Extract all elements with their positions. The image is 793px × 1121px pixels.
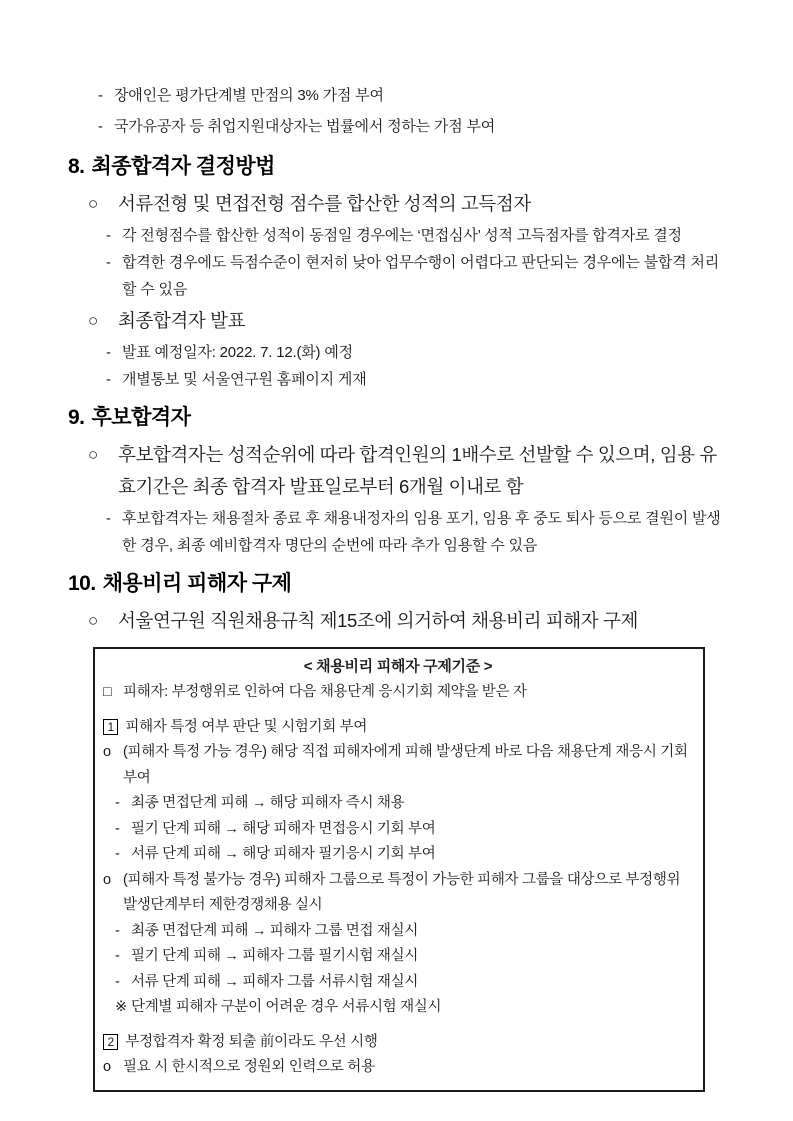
dash-marker: -: [98, 87, 103, 104]
boxed-number-marker: 2: [103, 1034, 118, 1050]
box-line: [115, 791, 693, 817]
box-line-text: 필기 단계 피해 → 해당 피해자 면접응시 기회 부여: [131, 820, 436, 837]
box-line-text: 필요 시 한시적으로 정원외 인력으로 허용: [123, 1059, 375, 1075]
box-line: [103, 1055, 693, 1081]
list-item-text: 합격한 경우에도 득점수준이 현저히 낮아 업무수행이 어렵다고 판단되는 경우에는 불합격 처리할 수 있음: [122, 254, 719, 298]
list-item: [88, 305, 731, 337]
list-item: [106, 249, 731, 303]
list-item-text: 각 전형점수를 합산한 성적이 동점일 경우에는 ‘면접심사’ 성적 고득점자를 합격자로 결정: [122, 227, 682, 244]
box-line: [103, 740, 693, 791]
list-item-text: 발표 예정일자: 2022. 7. 12.(화) 예정: [122, 344, 353, 361]
dash-marker: -: [106, 371, 111, 388]
dash-marker: -: [106, 227, 111, 244]
circle-bullet-marker: ○: [88, 194, 98, 213]
box-line: [103, 1030, 693, 1056]
dash-marker: -: [115, 922, 120, 939]
list-item: [88, 605, 731, 637]
box-line-text: 서류 단계 피해 → 해당 피해자 필기응시 기회 부여: [131, 846, 436, 862]
small-circle-marker: o: [103, 1059, 111, 1075]
remedy-box: [93, 647, 705, 1092]
circle-bullet-marker: ○: [88, 611, 98, 630]
list-item: [106, 366, 731, 393]
list-item: [106, 505, 731, 559]
dash-marker: -: [106, 344, 111, 361]
list-item-text: 개별통보 및 서울연구원 홈페이지 게재: [122, 371, 367, 388]
box-line: [115, 970, 693, 996]
box-line-text: 필기 단계 피해 → 피해자 그룹 필기시험 재실시: [131, 948, 419, 964]
box-line: [115, 919, 693, 945]
circle-bullet-marker: ○: [88, 311, 98, 330]
list-item-text: 장애인은 평가단계별 만점의 3% 가점 부여: [114, 87, 384, 104]
list-item-text: 후보합격자는 채용절차 종료 후 채용내정자의 임용 포기, 임용 후 중도 퇴사 등으로 결원이 발생한 경우, 최종 예비합격자 명단의 순번에 따라 추가 임용할 수 있음: [122, 510, 721, 554]
list-item: [106, 339, 731, 366]
section-title: 최종합격자 결정방법: [91, 155, 275, 178]
dash-marker: -: [115, 846, 120, 862]
box-line-text: (피해자 특정 가능 경우) 해당 직접 피해자에게 피해 발생단계 바로 다음 채용단계 재응시 기회 부여: [123, 744, 688, 786]
box-line: [115, 995, 693, 1021]
box-line: [115, 842, 693, 868]
box-title: < 채용비리 피해자 구제기준 >: [303, 658, 493, 675]
box-line-text: 피해자: 부정행위로 인하여 다음 채용단계 응시기회 제약을 받은 자: [123, 684, 527, 700]
dash-marker: -: [98, 118, 103, 135]
list-item: [98, 111, 731, 142]
list-item-text: 국가유공자 등 취업지원대상자는 법률에서 정하는 가점 부여: [114, 118, 496, 135]
section-heading-10: [68, 571, 731, 597]
boxed-number-marker: 1: [103, 719, 118, 735]
section-heading-8: [68, 154, 731, 180]
box-line: [115, 817, 693, 843]
circle-bullet-marker: ○: [88, 445, 98, 464]
dash-marker: -: [115, 820, 120, 837]
leading-items: [98, 80, 731, 142]
list-item: [106, 222, 731, 249]
box-line: [115, 944, 693, 970]
box-line: [103, 715, 693, 741]
box-line-text: 단계별 피해자 구분이 어려운 경우 서류시험 재실시: [131, 999, 442, 1015]
box-line: [103, 868, 693, 919]
box-line-text: 최종 면접단계 피해 → 해당 피해자 즉시 채용: [131, 795, 405, 811]
small-circle-marker: o: [103, 871, 111, 888]
box-line: [103, 680, 693, 706]
list-item-text: 서울연구원 직원채용규칙 제15조에 의거하여 채용비리 피해자 구제: [118, 610, 638, 631]
section-title: 후보합격자: [91, 406, 191, 429]
dash-marker: -: [106, 254, 111, 271]
list-item-text: 최종합격자 발표: [118, 310, 246, 331]
list-item: [88, 439, 731, 503]
small-circle-marker: o: [103, 744, 111, 760]
box-line-text: 최종 면접단계 피해 → 피해자 그룹 면접 재실시: [131, 922, 419, 939]
dash-marker: -: [115, 973, 120, 990]
reference-mark: ※: [115, 999, 127, 1015]
box-line-text: 서류 단계 피해 → 피해자 그룹 서류시험 재실시: [131, 973, 419, 990]
dash-marker: -: [115, 948, 120, 964]
dash-marker: -: [106, 510, 111, 527]
section-number: 10.: [68, 572, 96, 595]
section-title: 채용비리 피해자 구제: [102, 572, 292, 595]
list-item-text: 후보합격자는 성적순위에 따라 합격인원의 1배수로 선발할 수 있으며, 임용 유효기간은 최종 합격자 발표일로부터 6개월 이내로 함: [118, 444, 717, 497]
list-item: [98, 80, 731, 111]
section-number: 9.: [68, 406, 85, 429]
section-number: 8.: [68, 155, 85, 178]
list-item: [88, 188, 731, 220]
box-line-text: (피해자 특정 불가능 경우) 피해자 그룹으로 특정이 가능한 피해자 그룹을 대상으로 부정행위 발생단계부터 제한경쟁채용 실시: [123, 871, 681, 913]
section-heading-9: [68, 405, 731, 431]
dash-marker: -: [115, 795, 120, 811]
list-item-text: 서류전형 및 면접전형 점수를 합산한 성적의 고득점자: [118, 193, 531, 214]
square-marker: □: [103, 684, 112, 700]
box-line-text: 부정합격자 확정 퇴출 前이라도 우선 시행: [125, 1033, 378, 1050]
box-line-text: 피해자 특정 여부 판단 및 시험기회 부여: [125, 718, 368, 735]
